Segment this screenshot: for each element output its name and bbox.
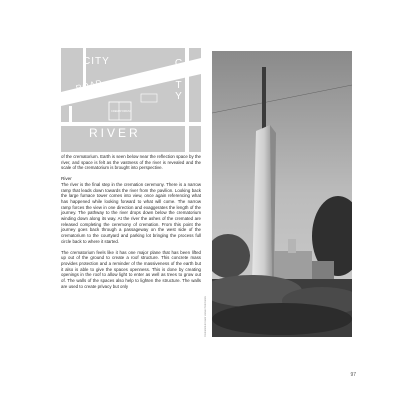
map-label-city-top: CITY (83, 56, 110, 67)
text-column (61, 154, 201, 289)
map-label-river: RIVER (89, 126, 141, 140)
site-map (61, 48, 201, 152)
map-label-crematorium: CREMATORIUM (111, 110, 131, 113)
page-number: 97 (350, 372, 356, 378)
section-heading-river: River (61, 176, 72, 182)
intro-paragraph: of the crematorium. Earth is seen below near the reflection space by the river, and space is felt as the vastness of the river is revealed and the scale of the crematorium is brought into perspective. (61, 154, 201, 171)
map-label-city-right: CITY (173, 58, 184, 102)
map-label-road: ROAD (75, 77, 104, 93)
photo-graphic (212, 51, 352, 337)
river-paragraph: The river is the final step in the cremation ceremony. There is a narrow ramp that leads down towards the river from the pavilion. Looking back the large furnace tower comes into view, once again referencing what has happened while looking forward to what will come. The narrow ramp forces the view in one direction and exaggerates the length of the journey. The pathway to the river drops down below the crematorium winding down along its way. At the river the ashes of the cremated are released completing the ceremony of cremation. From this point the journey goes back through a passageway on the west side of the crematorium to the courtyard and parking lot bringing the process full circle back to where it started. (61, 181, 201, 244)
crematorium-photo (212, 51, 352, 337)
photo-caption: Crematorium tower viewed from below (204, 296, 207, 337)
crematorium-paragraph: The crematorium feels like it has one major plane that has been lifted up out of the ground to create a roof structure. This concrete mass provides protection and a reminder of the massiveness of the earth but it also is able to give the spaces openness. This is done by creating openings in the roof to allow light to enter as well as trees to grow out of. The walls of the spaces also help to lighten the structure. The walls are used to create privacy but only (61, 249, 201, 289)
